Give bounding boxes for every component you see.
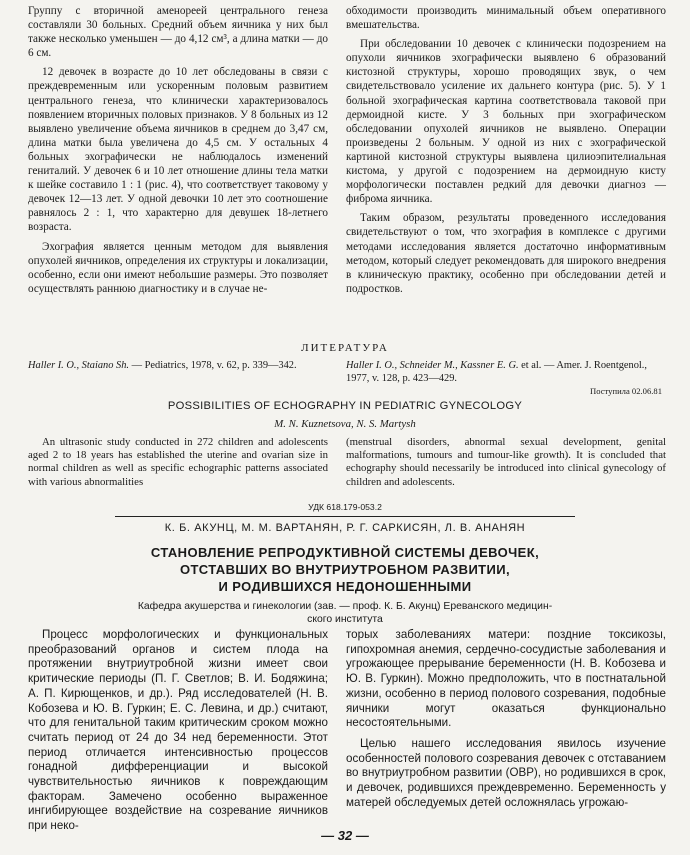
reference-1: [28, 360, 328, 373]
article-title-line: И РОДИВШИХСЯ НЕДОНОШЕННЫМИ: [218, 579, 472, 594]
article-authors: К. Б. АКУНЦ, М. М. ВАРТАНЯН, Р. Г. САРКИСЯН, Л. В. АНАНЯН: [164, 522, 526, 534]
udk-code: УДК 618.179-053.2: [308, 502, 382, 512]
reference-2-source: et al. — Amer. J. Roentgenol., 1977, v. 128, p. 423—429.: [346, 360, 647, 384]
article-right-column: [346, 628, 666, 816]
paragraph: Группу с вторичной аменореей центрального генеза составляли 30 больных. Средний объем яичника у них был также несколько уменьшен — до 4,12 см³, а длина матки — до 6 см.: [28, 5, 328, 60]
paragraph: Эхография является ценным методом для выявления опухолей яичников, определения их структуры и локализации, особенно, если они имеют небольшие размеры. Это позволяет осуществлять раннюю диагностику и в случае не-: [28, 240, 328, 295]
paragraph: обходимости производить минимальный объем оперативного вмешательства.: [346, 5, 666, 32]
paragraph: Процесс морфологических и функциональных преобразований органов и систем плода на протяжении внутриутробной жизни имеет свои критические периоды (П. Г. Светлов; В. И. Бодяжина; А. П. Кирющенков, и др.). Ряд исследователей (Н. В. Кобозева и Ю. В. Гуркин; Е. С. Левина, и др.) считают, что для генитальной таким критическим сроком можно считать период от 24 до 34 нед беременности. Этот период отличается интенсивностью процессов гонадной дифференциации и высокой чувствительностью яичников к повреждающим факторам. Замечено особенно выраженное ингибирующее воздействие на созревание яичников при неко-: [28, 628, 328, 833]
article-title-line: СТАНОВЛЕНИЕ РЕПРОДУКТИВНОЙ СИСТЕМЫ ДЕВОЧЕК,: [150, 545, 540, 560]
paragraph: торых заболеваниях матери: поздние токсикозы, гипохромная анемия, сердечно-сосудистые заболевания и угрожающее прерывание беременности (Н. В. Кобозева и Ю. В. Гуркин). Можно предположить, что в постнатальной жизни, особенно в период полового созревания, подобные яичники могут оказаться функционально несостоятельными.: [346, 628, 666, 730]
article-title-line: ОТСТАВШИХ ВО ВНУТРИУТРОБНОМ РАЗВИТИИ,: [179, 562, 511, 577]
page-number: — 32 —: [321, 828, 369, 843]
paragraph: Таким образом, результаты проведенного исследования свидетельствуют о том, что эхография в комплексе с другими методами исследования является достаточно информативным методом, который следует рекомендовать для широкого внедрения в клиническую практику, особенно при обследовании детей и подростков.: [346, 212, 666, 295]
received-date: Поступила 02.06.81: [590, 386, 662, 396]
affiliation-line: Кафедра акушерства и гинекологии (зав. — проф. К. Б. Акунц) Ереванского медицин-: [137, 601, 553, 612]
paragraph: При обследовании 10 девочек с клинически подозрением на опухоли яичников эхографически выявлено 6 образований кистозной структуры, хорошо проводящих звук, о чем свидетельствовало усиление их дальнего контура (рис. 5). У 1 больной эхографическая картина соответствовала таковой при дермоидной кисте. У 3 больных при эхографическом обследовании опухолей яичников не выявлено. Операции произведены 2 больным. У одной из них с эхографической картиной кистозной структуры выявлена цилиоэпителиальная кистома, у другой с подозрением на дермоидную кисту морфологически поставлен редкий для девочки диагноз — фиброма яичника.: [346, 38, 666, 206]
reference-2-authors: Haller I. O., Schneider M., Kassner E. G.: [346, 360, 519, 371]
article-left-column: [28, 628, 328, 840]
top-left-column: [28, 4, 328, 301]
literature-heading: ЛИТЕРАТУРА: [301, 342, 389, 354]
english-abstract-left: An ultrasonic study conducted in 272 children and adolescents aged 2 to 18 years has established the uterine and ovarian size in normal children as well as specific echographic patterns associated with various abnormalities: [28, 436, 328, 488]
paragraph: 12 девочек в возрасте до 10 лет обследованы в связи с преждевременным или ускоренным половым развитием центрального генеза, что клинически характеризовалось появлением вторичных половых признаков. У 8 больных из 12 выявлено увеличение объема яичников в среднем до 3,47 см, длина матки была увеличена до 4,5 см. У остальных 4 больных эхографически не наблюдалось изменений гениталий. У девочек 6 и 10 лет отношение длины тела матки к шейке составило 1 : 1 (рис. 4), что соответствует таковому у девочек 12—13 лет. У одной девочки 10 лет это соотношение равнялось 2 : 1, что характерно для девушек 18-летнего возраста.: [28, 66, 328, 234]
reference-1-authors: Haller I. O., Staiano Sh.: [28, 360, 130, 371]
reference-2: [346, 360, 666, 385]
divider: [115, 516, 575, 517]
affiliation: [0, 600, 690, 626]
english-abstract-right: (menstrual disorders, abnormal sexual development, genital malformations, tumours and tumour-like growth). It is concluded that echography should necessarily be introduced into clinical gynecology of children and adolescents.: [346, 436, 666, 488]
reference-1-source: — Pediatrics, 1978, v. 62, p. 339—342.: [129, 360, 297, 371]
english-title: POSSIBILITIES OF ECHOGRAPHY IN PEDIATRIC GYNECOLOGY: [167, 400, 523, 412]
paragraph: Целью нашего исследования явилось изучение особенностей полового созревания девочек с отставанием во внутриутробном развитии (ОВР), но родившихся в срок, и девочек, родившихся преждевременно. Беременность у матерей обследуемых детей осложнялась угрожаю-: [346, 736, 666, 809]
english-authors: M. N. Kuznetsova, N. S. Martysh: [274, 418, 416, 430]
affiliation-line: ского института: [307, 614, 383, 625]
top-right-column: [346, 4, 666, 301]
article-title: [0, 544, 690, 595]
